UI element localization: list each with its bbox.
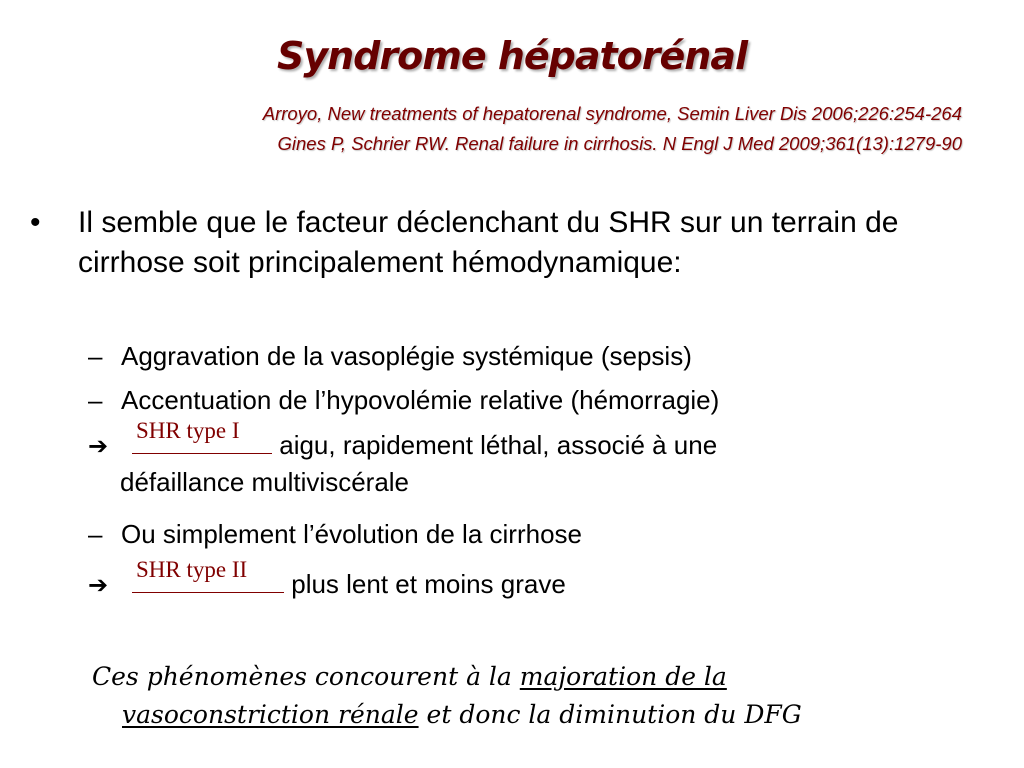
bullet-dot: • [30,206,41,239]
reference-arroyo: Arroyo, New treatments of hepatorenal syndrome, Semin Liver Dis 2006;226:254-264 [262,103,962,124]
main-bullet [30,203,1005,283]
sub-item-hypovolemie [88,383,719,417]
reference-gines: Gines P, Schrier RW. Renal failure in cirrhosis. N Engl J Med 2009;361(13):1279-90 [277,133,962,154]
arrow-item-text-continued: défaillance multiviscérale [120,467,410,497]
conclusion-line-1 [92,658,1012,696]
sub-item-vasoplegie [88,339,692,373]
sub-item-evolution [88,517,582,551]
conclusion-text: Ces phénomènes concourent à la [92,662,520,691]
main-bullet-text: Il semble que le facteur déclenchant du SHR sur un terrain de cirrhose soit principalement hémodynamique: [78,206,899,279]
sub-item-text: Aggravation de la vasoplégie systémique (sepsis) [121,341,692,371]
arrow-item-type-1 [88,418,718,500]
handwritten-blank [132,418,272,454]
conclusion [92,658,1012,734]
handwritten-blank [132,557,284,593]
arrow-item-text: aigu, rapidement léthal, associé à une [279,430,718,460]
arrow-right-icon: ➔ [88,432,109,460]
arrow-item-text: plus lent et moins grave [291,569,566,599]
conclusion-underlined: vasoconstriction rénale [122,700,419,729]
conclusion-text: et donc la diminution du DFG [418,700,802,729]
dash-marker: – [88,341,103,371]
conclusion-line-2 [122,696,1012,734]
handwritten-shr-type-1: SHR type I [136,418,240,443]
slide-title: Syndrome hépatorénal [276,34,747,78]
arrow-right-icon: ➔ [88,571,109,599]
dash-marker: – [88,385,103,415]
conclusion-underlined: majoration de la [519,662,727,691]
handwritten-shr-type-2: SHR type II [136,557,248,582]
dash-marker: – [88,519,103,549]
sub-item-text: Ou simplement l’évolution de la cirrhose [121,519,582,549]
arrow-item-type-2 [88,557,566,603]
sub-item-text: Accentuation de l’hypovolémie relative (hémorragie) [121,385,720,415]
